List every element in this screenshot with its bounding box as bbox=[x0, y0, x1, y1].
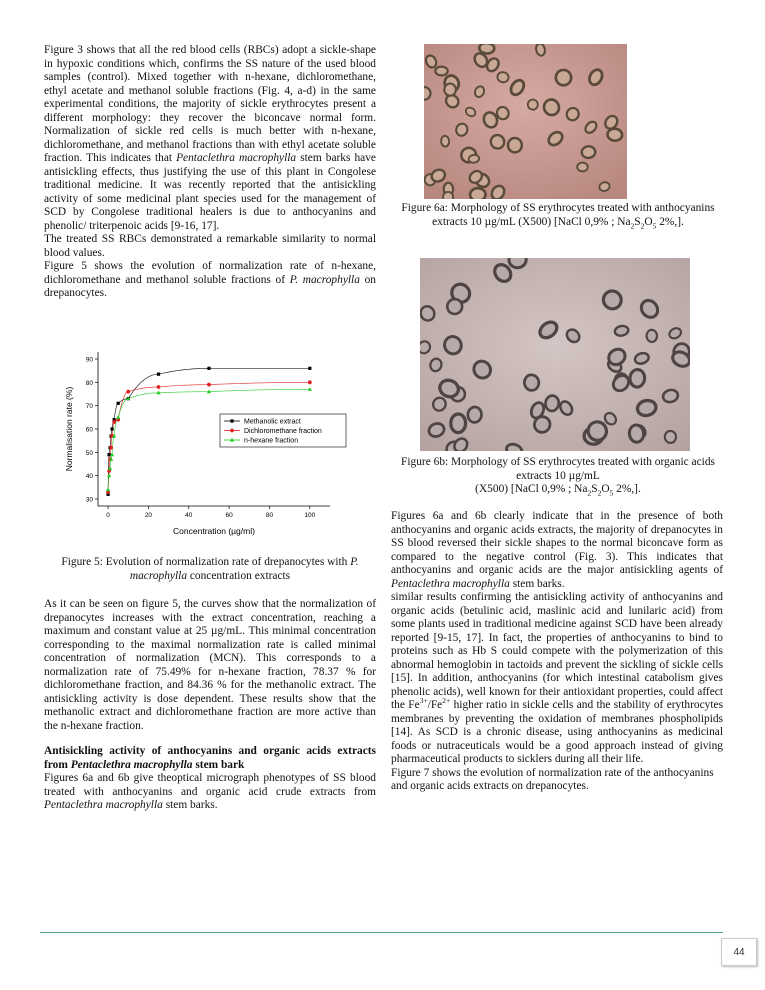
legend-entry: Methanolic extract bbox=[244, 418, 301, 426]
figure-6b-cells bbox=[420, 258, 690, 451]
legend-marker bbox=[230, 419, 233, 422]
erythrocyte bbox=[435, 67, 447, 76]
figure-6a-micrograph bbox=[424, 44, 627, 199]
erythrocyte bbox=[665, 431, 677, 443]
erythrocyte bbox=[607, 128, 623, 141]
paragraph-fig3: Figure 3 shows that all the red blood cells (RBCs) adopt a sickle-shape in hypoxic conditions which, confirms the SS nature of the used blood samples (control). Mixed together with n-hexane, dichloromethane, ethyl acetate and methanol soluble fractions (Fig. 4, a-d) in the same experimental conditions, the majority of sickle erythrocytes present a different morphology: they recover the biconcave normal form. Normalization of sickle red cells is much better with n-hexane, dichloromethane, and methanol fractions than with ethyl acetate soluble fraction. This indicates that Pentaclethra macrophylla stem barks have antisickling effects, thus justifying the use of this plant in Congolese traditional medicine. It was recently reported that the antisickling activity of some medicinal plant species used for the management of SCD by Congolese traditional healers is due to anthocyanins and phenolic/ triterpenoic acids [9-16, 17]. bbox=[44, 44, 376, 232]
left-column bbox=[44, 44, 376, 301]
erythrocyte bbox=[479, 44, 495, 54]
erythrocyte bbox=[544, 395, 559, 412]
data-point-hexane bbox=[106, 487, 110, 491]
paragraph-fig7-intro: Figure 7 shows the evolution of normalization rate of the anthocyanins and organic acids extracts on drepanocytes. bbox=[391, 766, 714, 792]
data-point-methanolic bbox=[117, 402, 120, 405]
legend-marker bbox=[230, 429, 234, 433]
erythrocyte bbox=[467, 406, 482, 423]
erythrocyte bbox=[523, 374, 539, 391]
left-column-lower bbox=[44, 598, 376, 813]
erythrocyte bbox=[628, 424, 644, 443]
figure-5-chart bbox=[60, 346, 350, 542]
x-tick-label: 0 bbox=[106, 512, 110, 519]
data-point-hexane bbox=[116, 415, 120, 419]
y-tick-label: 30 bbox=[85, 496, 93, 504]
x-tick-label: 60 bbox=[225, 512, 233, 519]
x-tick-label: 80 bbox=[265, 512, 274, 519]
figure-6a-cells bbox=[424, 44, 627, 199]
erythrocyte bbox=[646, 330, 657, 343]
data-point-methanolic bbox=[308, 367, 311, 370]
paragraph-mcn: As it can be seen on figure 5, the curves show that the normalization of drepanocytes increases with the extract concentration, reaching a maximum and constant value at 25 µg/mL. This minimal concentration corresponding to the maximal normalization rate is called minimal concentration of normalization (MCN). This corresponds to a normalization rate of 75.49% for n-hexane fraction, 78.37 % for dichloromethane fraction, and 84.36 % for the methanolic extract. The antisickling activity is dose dependent. These results show that the methanolic extract and dichloromethane fraction are more active than the n-hexane fraction. bbox=[44, 598, 376, 732]
legend-entry: n-hexane fraction bbox=[244, 437, 299, 445]
data-point-hexane bbox=[107, 473, 111, 477]
data-point-dichloromethane bbox=[157, 385, 161, 389]
y-tick-label: 80 bbox=[85, 379, 93, 387]
figure-5-caption: Figure 5: Evolution of normalization rate of drepanocytes with P. macrophylla concentration extracts bbox=[61, 556, 359, 582]
paragraph-fig6-intro: Figures 6a and 6b give theoptical micrograph phenotypes of SS blood treated with anthocyanins and organic acid crude extracts from Pentaclethra macrophylla stem barks. bbox=[44, 772, 376, 811]
erythrocyte bbox=[577, 163, 588, 172]
y-tick-label: 60 bbox=[85, 426, 93, 434]
legend-entry: Dichloromethane fraction bbox=[244, 427, 322, 435]
chart-x-label: Concentration (µg/ml) bbox=[173, 526, 255, 536]
chart-y-label: Normalisation rate (%) bbox=[64, 386, 74, 472]
x-tick-label: 20 bbox=[144, 512, 153, 519]
erythrocyte bbox=[451, 414, 466, 433]
chart-legend bbox=[220, 414, 346, 447]
data-point-dichloromethane bbox=[109, 446, 113, 450]
data-point-methanolic bbox=[157, 373, 160, 376]
data-point-methanolic bbox=[111, 427, 114, 430]
right-column bbox=[391, 510, 723, 794]
data-point-dichloromethane bbox=[207, 383, 211, 387]
data-point-dichloromethane bbox=[308, 380, 312, 384]
figure-6b-micrograph bbox=[420, 258, 690, 451]
paragraph-treated: The treated SS RBCs demonstrated a remarkable similarity to normal blood values. bbox=[44, 233, 376, 259]
erythrocyte bbox=[629, 369, 645, 388]
erythrocyte bbox=[470, 188, 486, 199]
figure-6a-caption: Figure 6a: Morphology of SS erythrocytes treated with anthocyanins extracts 10 µg/mL (X500) [NaCl 0,9% ; $Na_2S_2O_5$ 2%,]. bbox=[401, 202, 715, 230]
erythrocyte bbox=[443, 192, 454, 199]
y-tick-label: 40 bbox=[85, 473, 93, 481]
section-heading: Antisickling activity of anthocyanins and organic acids extracts from Pentaclethra macrophylla stem bark bbox=[44, 745, 376, 771]
y-tick-label: 50 bbox=[85, 449, 93, 457]
data-point-dichloromethane bbox=[112, 420, 116, 424]
erythrocyte bbox=[441, 136, 450, 147]
paragraph-fig5-intro: Figure 5 shows the evolution of normalization rate of n-hexane, dichloromethane and methanol soluble fractions of P. macrophylla on drepanocytes. bbox=[44, 260, 376, 299]
figure-6b-caption: Figure 6b: Morphology of SS erythrocytes treated with organic acids extracts 10 µg/mL (X500) [NaCl 0,9% ; $Na_2S_2O_5$ 2%,]. bbox=[401, 456, 715, 498]
page-number: 44 bbox=[721, 938, 757, 966]
y-tick-label: 70 bbox=[85, 403, 93, 411]
erythrocyte bbox=[444, 83, 456, 96]
data-point-methanolic bbox=[207, 367, 210, 370]
erythrocyte bbox=[468, 154, 480, 163]
paragraph-similar-results: similar results confirming the antisickling activity of anthocyanins and organic acids (betulinic acid, maslinic acid and lunilaric acid) from some plants used in traditional medicine against SCD have been already reported [9-15, 17]. In fact, the properties of anthocyanins to bind to proteins such as Hb S could compete with the polymerization of this abnormal hemoglobin in tactoids and prevent the sickling of sickle cells [15]. In addition, anthocyanins (for which intestinal catabolism gives phenolic acids), well known for their antioxidant properties, could affect the $Fe^{3+}/Fe^{2+}$ higher ratio in sickle cells and the stability of erythrocytes membranes by preventing the oxidation of membranes phospholipids [14]. As SCD is a chronic disease, using anthocyanins as medicinal foods or nutraceuticals would be a good approach instead of giving pharmaceutical products to sicklers during all their life. bbox=[391, 591, 724, 765]
erythrocyte bbox=[508, 138, 522, 153]
erythrocyte bbox=[581, 146, 596, 159]
y-tick-label: 90 bbox=[85, 356, 93, 364]
paragraph-fig6-discussion: Figures 6a and 6b clearly indicate that in the presence of both anthocyanins and organic acids extracts, the majority of drepanocytes in SS blood reversed their sickle shapes to the normal biconcave form as compared to the negative control (Fig. 3). This indicates that anthocyanins and organic acids are the major antisickling agents of Pentaclethra macrophylla stem barks. bbox=[391, 510, 723, 590]
x-tick-label: 100 bbox=[304, 512, 316, 519]
footer-rule bbox=[40, 932, 723, 933]
x-tick-label: 40 bbox=[185, 512, 193, 519]
data-point-dichloromethane bbox=[126, 390, 130, 394]
data-point-methanolic bbox=[107, 453, 110, 456]
